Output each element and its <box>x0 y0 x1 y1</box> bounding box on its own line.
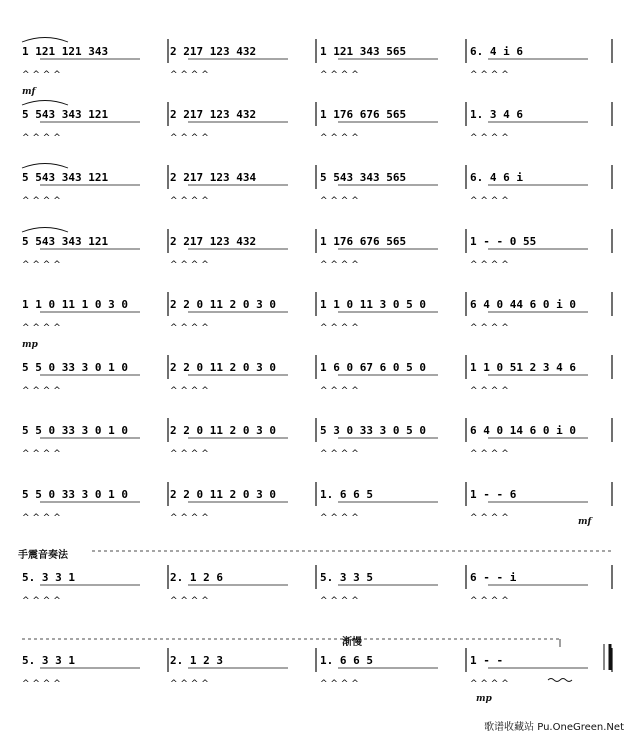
dynamic-mf-2: mf <box>578 517 592 527</box>
dynamic-mp-2: mp <box>476 694 492 704</box>
accent-marks: ^ ^ ^ ^ <box>22 513 61 523</box>
measure-7-2: 2 2 0 11 2 0 3 0 <box>170 424 276 437</box>
measure-9-2: 2. 1 2 6 <box>170 571 223 584</box>
accent-marks: ^ ^ ^ ^ <box>170 133 209 143</box>
measure-3-4: 6. 4 6 i <box>470 171 523 184</box>
accent-marks: ^ ^ ^ ^ <box>170 449 209 459</box>
tie-arc <box>22 101 68 106</box>
watermark: 歌谱收藏站 Pu.OneGreen.Net <box>484 722 624 733</box>
accent-marks: ^ ^ ^ ^ <box>22 679 61 689</box>
measure-6-3: 1 6 0 67 6 0 5 0 <box>320 361 426 374</box>
measure-1-4: 6. 4 i 6 <box>470 45 523 58</box>
accent-marks: ^ ^ ^ ^ <box>170 196 209 206</box>
measure-10-1: 5. 3 3 1 <box>22 654 75 667</box>
accent-marks: ^ ^ ^ ^ <box>470 596 509 606</box>
measure-9-1: 5. 3 3 1 <box>22 571 75 584</box>
accent-marks: ^ ^ ^ ^ <box>22 449 61 459</box>
measure-5-2: 2 2 0 11 2 0 3 0 <box>170 298 276 311</box>
measure-1-1: 1 121 121 343 <box>22 45 109 58</box>
accent-marks: ^ ^ ^ ^ <box>320 449 359 459</box>
accent-marks: ^ ^ ^ ^ <box>22 133 61 143</box>
measure-5-3: 1 1 0 11 3 0 5 0 <box>320 298 426 311</box>
measure-2-3: 1 176 676 565 <box>320 108 407 121</box>
measure-4-1: 5 543 343 121 <box>22 235 109 248</box>
measure-8-3: 1. 6 6 5 <box>320 488 373 501</box>
section-label: 手震音奏法 <box>18 550 68 561</box>
tie-arc <box>22 228 68 233</box>
tie-arc <box>22 38 68 43</box>
measure-8-1: 5 5 0 33 3 0 1 0 <box>22 488 128 501</box>
measure-6-2: 2 2 0 11 2 0 3 0 <box>170 361 276 374</box>
tie-arc <box>22 164 68 169</box>
measure-2-4: 1. 3 4 6 <box>470 108 523 121</box>
measure-7-1: 5 5 0 33 3 0 1 0 <box>22 424 128 437</box>
accent-marks: ^ ^ ^ ^ <box>170 386 209 396</box>
measure-10-3: 1. 6 6 5 <box>320 654 373 667</box>
tempo-mark: 渐慢 <box>342 637 362 648</box>
accent-marks: ^ ^ ^ ^ <box>170 323 209 333</box>
accent-marks: ^ ^ ^ ^ <box>470 70 509 80</box>
measure-1-2: 2 217 123 432 <box>170 45 257 58</box>
accent-marks: ^ ^ ^ ^ <box>22 386 61 396</box>
measure-10-4: 1 - - <box>470 654 504 667</box>
accent-marks: ^ ^ ^ ^ <box>170 513 209 523</box>
accent-marks: ^ ^ ^ ^ <box>470 513 509 523</box>
measure-8-2: 2 2 0 11 2 0 3 0 <box>170 488 276 501</box>
accent-marks: ^ ^ ^ ^ <box>170 596 209 606</box>
accent-marks: ^ ^ ^ ^ <box>320 70 359 80</box>
accent-marks: ^ ^ ^ ^ <box>470 449 509 459</box>
measure-9-4: 6 - - i <box>470 571 517 584</box>
accent-marks: ^ ^ ^ ^ <box>170 260 209 270</box>
measure-4-4: 1 - - 0 55 <box>470 235 537 248</box>
accent-marks: ^ ^ ^ ^ <box>22 596 61 606</box>
measure-8-4: 1 - - 6 <box>470 488 517 501</box>
measure-1-3: 1 121 343 565 <box>320 45 407 58</box>
accent-marks: ^ ^ ^ ^ <box>320 679 359 689</box>
accent-marks: ^ ^ ^ ^ <box>470 323 509 333</box>
measure-4-2: 2 217 123 432 <box>170 235 257 248</box>
accent-marks: ^ ^ ^ ^ <box>22 70 61 80</box>
accent-marks: ^ ^ ^ ^ <box>170 70 209 80</box>
accent-marks: ^ ^ ^ ^ <box>22 260 61 270</box>
dynamic-mf-1: mf <box>22 87 36 97</box>
measure-3-3: 5 543 343 565 <box>320 171 407 184</box>
accent-marks: ^ ^ ^ ^ <box>22 323 61 333</box>
measure-3-1: 5 543 343 121 <box>22 171 109 184</box>
measure-9-3: 5. 3 3 5 <box>320 571 373 584</box>
accent-marks: ^ ^ ^ ^ <box>470 133 509 143</box>
accent-marks: ^ ^ ^ ^ <box>22 196 61 206</box>
trill-mark <box>548 679 572 682</box>
measure-5-4: 6 4 0 44 6 0 i 0 <box>470 298 576 311</box>
accent-marks: ^ ^ ^ ^ <box>320 196 359 206</box>
accent-marks: ^ ^ ^ ^ <box>170 679 209 689</box>
accent-marks: ^ ^ ^ ^ <box>320 133 359 143</box>
accent-marks: ^ ^ ^ ^ <box>320 513 359 523</box>
measure-6-1: 5 5 0 33 3 0 1 0 <box>22 361 128 374</box>
accent-marks: ^ ^ ^ ^ <box>320 323 359 333</box>
measure-2-2: 2 217 123 432 <box>170 108 257 121</box>
measure-7-3: 5 3 0 33 3 0 5 0 <box>320 424 426 437</box>
measure-10-2: 2. 1 2 3 <box>170 654 223 667</box>
measure-4-3: 1 176 676 565 <box>320 235 407 248</box>
accent-marks: ^ ^ ^ ^ <box>470 679 509 689</box>
measure-7-4: 6 4 0 14 6 0 i 0 <box>470 424 576 437</box>
accent-marks: ^ ^ ^ ^ <box>470 260 509 270</box>
accent-marks: ^ ^ ^ ^ <box>320 260 359 270</box>
accent-marks: ^ ^ ^ ^ <box>470 196 509 206</box>
accent-marks: ^ ^ ^ ^ <box>470 386 509 396</box>
accent-marks: ^ ^ ^ ^ <box>320 386 359 396</box>
dynamic-mp-1: mp <box>22 340 38 350</box>
measure-6-4: 1 1 0 51 2 3 4 6 <box>470 361 576 374</box>
measure-2-1: 5 543 343 121 <box>22 108 109 121</box>
measure-3-2: 2 217 123 434 <box>170 171 257 184</box>
accent-marks: ^ ^ ^ ^ <box>320 596 359 606</box>
measure-5-1: 1 1 0 11 1 0 3 0 <box>22 298 128 311</box>
